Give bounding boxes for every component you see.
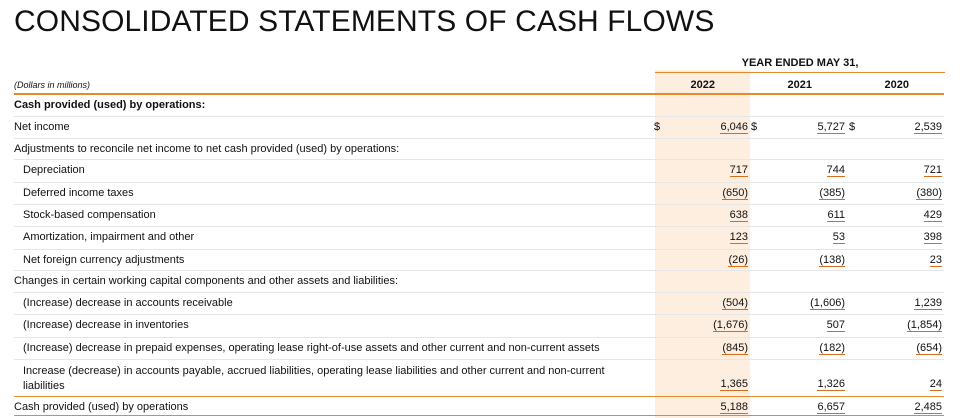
value-2022 xyxy=(668,187,748,200)
value-text: 1,365 xyxy=(720,378,748,390)
value-2021 xyxy=(765,297,845,310)
value-2020 xyxy=(862,231,942,244)
value-2020 xyxy=(862,297,942,310)
units-label: (Dollars in millions) xyxy=(14,80,91,90)
row-divider xyxy=(14,396,944,397)
row-divider xyxy=(14,337,944,338)
value-text: (182) xyxy=(819,342,845,354)
value-2022 xyxy=(668,209,748,222)
value-text: (1,606) xyxy=(810,297,845,309)
value-text: 611 xyxy=(827,209,845,221)
value-text: (138) xyxy=(819,254,845,266)
row-divider xyxy=(14,270,944,271)
value-2020 xyxy=(862,319,942,332)
value-2022 xyxy=(668,342,748,355)
value-text: 23 xyxy=(929,254,942,266)
value-text: 123 xyxy=(729,231,748,243)
value-text: 5,727 xyxy=(817,121,845,133)
period-underline xyxy=(655,72,945,73)
value-2021 xyxy=(765,164,845,177)
period-header: YEAR ENDED MAY 31, xyxy=(741,57,859,69)
value-2020 xyxy=(862,401,942,414)
value-text: 398 xyxy=(923,231,942,243)
row-divider xyxy=(14,159,944,160)
value-2020 xyxy=(862,378,942,391)
value-2021 xyxy=(765,401,845,414)
value-text: 6,657 xyxy=(817,401,845,413)
value-text: 1,239 xyxy=(914,297,942,309)
row-label: Increase (decrease) in accounts payable, accrued liabilities, operating lease liabilities and other current and non-current liabilities xyxy=(23,365,605,392)
value-text: (1,676) xyxy=(713,319,748,331)
value-text: 5,188 xyxy=(720,401,748,413)
value-text: (504) xyxy=(722,297,748,309)
row-label: Deferred income taxes xyxy=(23,187,134,199)
value-text: 507 xyxy=(826,319,845,331)
value-2021 xyxy=(765,209,845,222)
value-2020 xyxy=(862,342,942,355)
value-2021 xyxy=(765,342,845,355)
value-2022 xyxy=(668,378,748,391)
row-divider xyxy=(14,138,944,139)
row-divider xyxy=(14,249,944,250)
row-label: Net income xyxy=(14,121,70,133)
value-2020 xyxy=(862,187,942,200)
value-text: 1,326 xyxy=(817,378,845,390)
row-divider xyxy=(14,204,944,205)
value-2021 xyxy=(765,231,845,244)
value-text: (26) xyxy=(728,254,748,266)
value-2021 xyxy=(765,121,845,134)
value-2022 xyxy=(668,121,748,134)
row-label: Stock-based compensation xyxy=(23,209,156,221)
value-text: 638 xyxy=(729,209,748,221)
value-text: 717 xyxy=(729,164,748,176)
row-label: (Increase) decrease in accounts receivable xyxy=(23,297,233,309)
value-text: 744 xyxy=(826,164,845,176)
row-label: Adjustments to reconcile net income to net cash provided (used) by operations: xyxy=(14,143,400,155)
page-title: CONSOLIDATED STATEMENTS OF CASH FLOWS xyxy=(14,5,715,38)
value-text: 721 xyxy=(923,164,942,176)
value-2020 xyxy=(862,254,942,267)
value-2021 xyxy=(765,187,845,200)
value-2021 xyxy=(765,378,845,391)
currency-symbol: $ xyxy=(654,121,661,133)
value-2022 xyxy=(668,231,748,244)
row-label: Cash provided (used) by operations xyxy=(14,401,189,413)
value-2022 xyxy=(668,319,748,332)
row-divider xyxy=(14,116,944,117)
row-divider xyxy=(14,314,944,315)
value-2020 xyxy=(862,209,942,222)
value-2021 xyxy=(765,254,845,267)
value-2022 xyxy=(668,254,748,267)
value-2022 xyxy=(668,401,748,414)
value-text: 6,046 xyxy=(720,121,748,133)
value-2021 xyxy=(765,319,845,332)
year-2021: 2021 xyxy=(787,79,812,91)
value-text: (654) xyxy=(916,342,942,354)
row-label: Net foreign currency adjustments xyxy=(23,254,185,266)
row-label: Depreciation xyxy=(23,164,85,176)
value-text: 53 xyxy=(832,231,845,243)
row-label: Amortization, impairment and other xyxy=(23,231,195,243)
value-text: (1,854) xyxy=(907,319,942,331)
year-2020: 2020 xyxy=(884,79,909,91)
value-text: (380) xyxy=(916,187,942,199)
header-rule xyxy=(14,93,944,95)
row-label: Cash provided (used) by operations: xyxy=(14,99,206,111)
value-text: (845) xyxy=(722,342,748,354)
row-label: (Increase) decrease in prepaid expenses, operating lease right-of-use assets and other current and non-current assets xyxy=(23,342,600,354)
value-text: 24 xyxy=(929,378,942,390)
value-2020 xyxy=(862,164,942,177)
currency-symbol: $ xyxy=(849,121,856,133)
value-2020 xyxy=(862,121,942,134)
row-label: Changes in certain working capital components and other assets and liabilities: xyxy=(14,275,398,287)
row-divider xyxy=(14,292,944,293)
value-text: 2,485 xyxy=(914,401,942,413)
row-divider xyxy=(14,226,944,227)
value-2022 xyxy=(668,297,748,310)
year-2022: 2022 xyxy=(690,79,715,91)
row-label: (Increase) decrease in inventories xyxy=(23,319,189,331)
currency-symbol: $ xyxy=(751,121,758,133)
value-text: 429 xyxy=(923,209,942,221)
value-text: (385) xyxy=(819,187,845,199)
value-text: 2,539 xyxy=(914,121,942,133)
row-divider xyxy=(14,415,944,416)
value-2022 xyxy=(668,164,748,177)
value-text: (650) xyxy=(722,187,748,199)
row-divider xyxy=(14,359,944,360)
row-divider xyxy=(14,182,944,183)
